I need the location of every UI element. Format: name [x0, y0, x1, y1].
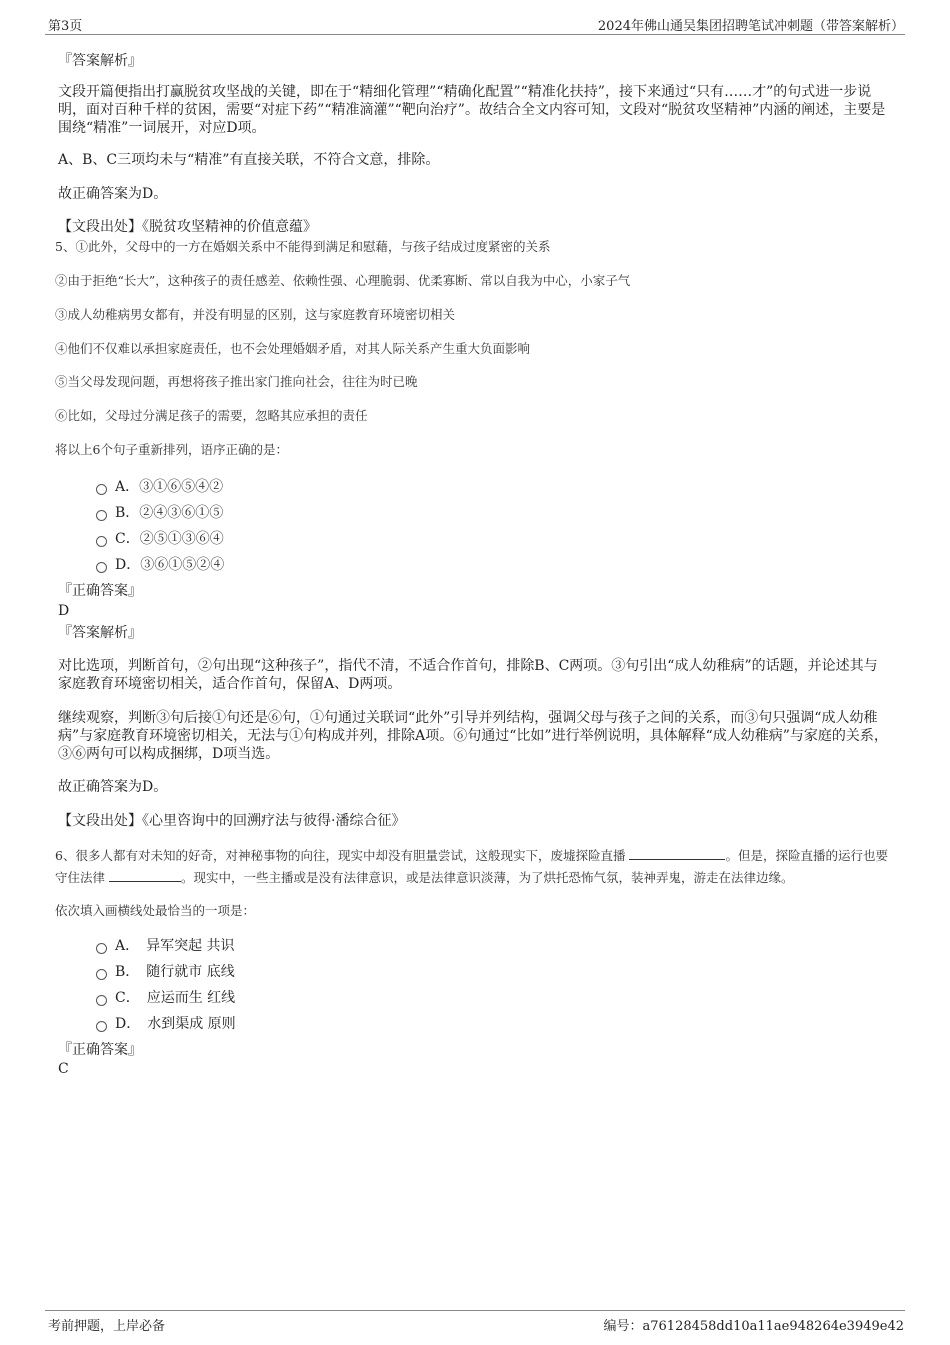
blank-line — [629, 847, 725, 860]
option-label: B．②④③⑥①⑤ — [115, 505, 224, 521]
q6-prompt: 依次填入画横线处最恰当的一项是： — [55, 903, 256, 918]
radio-icon[interactable] — [96, 562, 107, 573]
option-label: D．③⑥①⑤②④ — [115, 557, 225, 573]
source-citation: 【文段出处】《脱贫攻坚精神的价值意蕴》 — [58, 219, 317, 235]
q5-option-b[interactable] — [96, 504, 223, 522]
radio-icon[interactable] — [96, 943, 107, 954]
q5-sentence: ⑥比如，父母过分满足孩子的需要，忽略其应承担的责任 — [55, 408, 368, 423]
option-label: A．③①⑥⑤④② — [115, 479, 224, 495]
q5-option-d[interactable] — [96, 556, 224, 574]
q5-sentence: ③成人幼稚病男女都有，并没有明显的区别，这与家庭教育环境密切相关 — [55, 307, 456, 322]
q5-sentence: 5、①此外，父母中的一方在婚姻关系中不能得到满足和慰藉，与孩子结成过度紧密的关系 — [55, 239, 551, 254]
q6-stem-text: 。但是，探险直播的运行也要守住法律 — [55, 848, 888, 885]
q6-stem-text: 6、很多人都有对未知的好奇，对神秘事物的向往，现实中却没有胆量尝试，这般现实下，废墟探险直播 — [55, 848, 626, 863]
radio-icon[interactable] — [96, 1021, 107, 1032]
option-label: C． 应运而生 红线 — [115, 990, 236, 1006]
analysis-paragraph: 对比选项，判断首句，②句出现“这种孩子”，指代不清，不适合作首句，排除B、C两项。③句引出“成人幼稚病”的话题，并论述其与家庭教育环境密切相关，适合作首句，保留A、D两项。 — [58, 658, 878, 692]
header-divider — [45, 34, 905, 35]
q5-prompt: 将以上6个句子重新排列，语序正确的是： — [55, 442, 288, 457]
q6-option-b[interactable] — [96, 963, 235, 981]
footer-divider — [45, 1310, 905, 1311]
blank-line — [109, 869, 181, 882]
radio-icon[interactable] — [96, 536, 107, 547]
q6-stem — [55, 845, 895, 889]
footer-slogan: 考前押题，上岸必备 — [48, 1319, 166, 1334]
correct-answer-label: 『正确答案』 — [58, 1042, 142, 1058]
q6-stem-text: 。现实中，一些主播或是没有法律意识，或是法律意识淡薄，为了烘托恐怖气氛，装神弄鬼，游走在法律边缘。 — [181, 870, 794, 885]
correct-answer-label: 『正确答案』 — [58, 583, 142, 599]
document-title: 2024年佛山通吴集团招聘笔试冲刺题（带答案解析） — [597, 19, 904, 34]
q6-option-d[interactable] — [96, 1015, 236, 1033]
analysis-paragraph: A、B、C三项均未与“精准”有直接关联，不符合文意，排除。 — [58, 152, 440, 168]
document-serial: 编号：a76128458dd10a11ae948264e3949e42 — [603, 1319, 904, 1334]
page-number: 第3页 — [48, 19, 83, 34]
q6-option-a[interactable] — [96, 937, 235, 955]
q5-answer: D — [58, 603, 70, 619]
radio-icon[interactable] — [96, 484, 107, 495]
q5-sentence: ④他们不仅难以承担家庭责任，也不会处理婚姻矛盾，对其人际关系产生重大负面影响 — [55, 341, 531, 356]
analysis-paragraph: 文段开篇便指出打赢脱贫攻坚战的关键，即在于“精细化管理”“精确化配置”“精准化扶持”，接下来通过“只有……才”的句式进一步说明，面对百种千样的贫困，需要“对症下药”“精准滴灌”“靶向治疗”。故结合全文内容可知，文段对“脱贫攻坚精神”内涵的阐述，主要是围绕“精准”一词展开，对应D项。 — [58, 84, 886, 136]
option-label: C．②⑤①③⑥④ — [115, 531, 224, 547]
option-label: A． 异军突起 共识 — [115, 938, 235, 954]
q6-option-c[interactable] — [96, 989, 235, 1007]
radio-icon[interactable] — [96, 969, 107, 980]
radio-icon[interactable] — [96, 510, 107, 521]
option-label: D． 水到渠成 原则 — [115, 1016, 236, 1032]
analysis-conclusion: 故正确答案为D。 — [58, 186, 168, 202]
source-citation: 【文段出处】《心里咨询中的回溯疗法与彼得·潘综合征》 — [58, 813, 406, 829]
q6-answer: C — [58, 1061, 69, 1077]
analysis-label: 『答案解析』 — [58, 625, 142, 641]
analysis-paragraph: 继续观察，判断③句后接①句还是⑥句，①句通过关联词“此外”引导并列结构，强调父母与孩子之间的关系，而③句只强调“成人幼稚病”与家庭教育环境密切相关，无法与①句构成并列，排除A项。⑥句通过“比如”进行举例说明，具体解释“成人幼稚病”与家庭的关系，③⑥两句可以构成捆绑，D项当选。 — [58, 710, 888, 762]
q5-sentence: ⑤当父母发现问题，再想将孩子推出家门推向社会，往往为时已晚 — [55, 374, 418, 389]
q5-option-a[interactable] — [96, 478, 223, 496]
q5-option-c[interactable] — [96, 530, 224, 548]
q5-sentence: ②由于拒绝“长大”，这种孩子的责任感差、依赖性强、心理脆弱、优柔寡断、常以自我为中心，小家子气 — [55, 273, 631, 288]
option-label: B． 随行就市 底线 — [115, 964, 235, 980]
analysis-conclusion: 故正确答案为D。 — [58, 779, 168, 795]
analysis-label: 『答案解析』 — [58, 53, 142, 69]
radio-icon[interactable] — [96, 995, 107, 1006]
